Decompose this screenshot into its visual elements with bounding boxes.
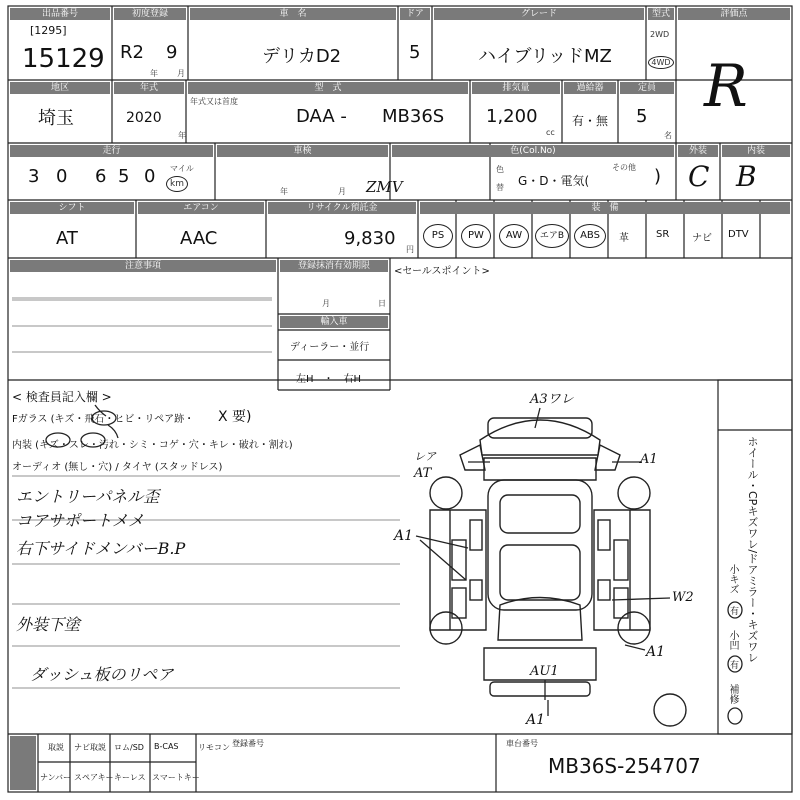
model-code-label: 型 式 (188, 82, 468, 94)
yen-unit: 円 (406, 245, 414, 254)
hand-note-5: ダッシュ板のリペア (30, 665, 174, 684)
equip-pw: PW (461, 224, 491, 248)
displacement: 1,200 (486, 106, 538, 127)
equip-aw: AW (499, 224, 529, 248)
mileage-digit-4: 5 (118, 166, 130, 187)
import-label: 輸入車 (280, 316, 388, 328)
mark-w2: W2 (672, 590, 694, 605)
displacement-label: 排気量 (472, 82, 560, 94)
score-label: 評価点 (678, 8, 790, 20)
color-change-note: 替 (496, 183, 504, 192)
equip-sr: SR (656, 229, 670, 240)
legend-mark-2: 有 (730, 661, 740, 671)
shift-label: シフト (10, 202, 134, 214)
mark-at: AT (414, 466, 432, 481)
windshield-line: Fガラス (キズ・飛石・ヒビ・リペア跡・ (12, 414, 195, 425)
inspection-month: 月 (338, 187, 346, 196)
chassis-label: 車台番号 (506, 739, 538, 748)
mark-a1-front-right: A1 (640, 452, 658, 467)
hand-note-1: エントリーパネル歪 (16, 487, 160, 506)
drive-4wd: 4WD (648, 56, 674, 69)
footer-smart-key: スマートキー (152, 773, 200, 782)
footer-navi-manual: ナビ取説 (74, 743, 106, 752)
aircon-label: エアコン (138, 202, 264, 214)
legend-small-dent: 小凹 (727, 630, 738, 650)
doors: 5 (409, 42, 421, 63)
mileage-digit-1: 3 (28, 166, 40, 187)
mark-a3-ware: A3ワレ (530, 392, 574, 407)
legend-small-scratch: 小キズ (727, 564, 738, 594)
color-options: G・D・電気( (518, 174, 590, 188)
car-name-label: 車 名 (190, 8, 396, 20)
first-reg-label: 初度登録 (114, 8, 186, 20)
interior-grade: B (736, 160, 757, 193)
capacity: 5 (636, 106, 648, 127)
steering-side: 左H ・ 右H (296, 374, 362, 385)
equip-ps: PS (423, 224, 453, 248)
equip-airbag: エアB (535, 224, 569, 248)
dealer-parallel: ディーラー・並行 (290, 342, 370, 353)
hand-note-4: 外装下塗 (16, 615, 81, 634)
windshield-x: X 要) (218, 409, 252, 425)
mark-a1-left: A1 (394, 528, 414, 544)
equip-leather: 革 (619, 233, 629, 244)
grade: ハイブリッドMZ (478, 46, 612, 67)
model-code: MB36S (382, 106, 445, 127)
deadline-month: 月 (322, 299, 330, 308)
legend-repair: 補修 (727, 684, 738, 704)
model-year: 2020 (126, 110, 162, 126)
footer-keyless: キーレス (114, 773, 146, 782)
equip-dtv: DTV (728, 229, 749, 240)
inspector-title: < 検査員記入欄 > (12, 390, 112, 404)
footer-remote: リモコン (198, 743, 230, 752)
interior-line: 内装 (キズ・スレ・汚れ・シミ・コゲ・穴・キレ・破れ・割れ) (12, 440, 293, 451)
equip-navi: ナビ (692, 233, 712, 244)
model-year-mark: 年 (178, 131, 186, 140)
footer-manual: 取説 (48, 743, 64, 752)
footer-bcas: B-CAS (154, 742, 179, 751)
inspection-label: 車検 (217, 145, 388, 157)
capacity-label: 定員 (620, 82, 674, 94)
mileage-digit-3: 6 (95, 166, 107, 187)
sales-point-label: <セールスポイント> (394, 266, 490, 277)
color-close: ) (654, 166, 662, 187)
color-other: その他 (612, 163, 636, 172)
reg-deadline-label: 登録抹消有効期限 (280, 260, 388, 272)
area-label: 地区 (10, 82, 110, 94)
capacity-unit: 名 (664, 131, 672, 140)
era: R2 (120, 42, 144, 63)
exterior-label: 外装 (678, 145, 718, 157)
month-mark: 月 (177, 69, 185, 78)
drive-2wd: 2WD (650, 30, 670, 39)
mileage-digit-2: 0 (56, 166, 68, 187)
km-label: km (166, 176, 188, 192)
notice-label: 注意事項 (10, 260, 276, 272)
turbo: 有・無 (572, 114, 609, 128)
equip-abs: ABS (574, 224, 606, 248)
lot-small: [1295] (30, 24, 67, 37)
model-year-note: 年式又は首度 (190, 97, 238, 106)
equipment-label: 装 備 (420, 202, 790, 214)
footer-spare-key: スペアキー (74, 773, 114, 782)
grade-label: グレード (434, 8, 644, 20)
car-name: デリカD2 (262, 46, 342, 67)
reg-month: 9 (166, 42, 178, 63)
mileage-digit-5: 0 (144, 166, 156, 187)
mileage-label: 走行 (10, 145, 213, 157)
type-label: 型式 (648, 8, 674, 20)
color-note: 色 (496, 165, 504, 174)
model-year-label: 年式 (114, 82, 184, 94)
footer-rom-sd: ロム/SD (114, 743, 144, 752)
model-code-prefix: DAA - (296, 106, 347, 127)
recycle-label: リサイクル預託金 (268, 202, 416, 214)
legend-mark-1: 有 (730, 607, 740, 617)
mark-spare (424, 624, 425, 625)
score-value: R (704, 52, 748, 120)
chassis-number: MB36S-254707 (548, 754, 701, 778)
shift: AT (56, 228, 78, 249)
recycle-fee: 9,830 (344, 228, 396, 249)
mark-au1: AU1 (530, 664, 559, 679)
mile-label: マイル (170, 164, 194, 173)
mark-a1-rear-right: A1 (646, 644, 666, 660)
year-mark: 年 (150, 69, 158, 78)
deadline-day: 日 (378, 299, 386, 308)
interior-label: 内装 (722, 145, 790, 157)
color-hand: ZMV (366, 178, 403, 196)
aircon: AAC (180, 228, 218, 249)
door-label: ドア (400, 8, 430, 20)
exterior-grade: C (688, 160, 710, 193)
audio-line: オーディオ (無し・穴) / タイヤ (スタッドレス) (12, 462, 223, 473)
lot-label: 出品番号 (10, 8, 110, 20)
reg-number-label: 登録番号 (232, 739, 264, 748)
hand-note-2: コアサポートメメ (16, 511, 144, 530)
area: 埼玉 (38, 108, 74, 129)
color-label: 色(Col.No) (392, 145, 674, 157)
turbo-label: 過給器 (564, 82, 616, 94)
cc-unit: cc (546, 128, 555, 137)
legend-vertical-text: ホイール・CPキズワレ/ドアミラー・キズワレ (746, 436, 759, 664)
mark-a1-bottom: A1 (526, 712, 546, 728)
lot-number: 15129 (22, 44, 105, 74)
hand-note-3: 右下サイドメンバーB.P (16, 539, 186, 558)
inspection-year: 年 (280, 187, 288, 196)
mark-rea: レア (414, 450, 436, 463)
footer-number: ナンバー (40, 773, 72, 782)
